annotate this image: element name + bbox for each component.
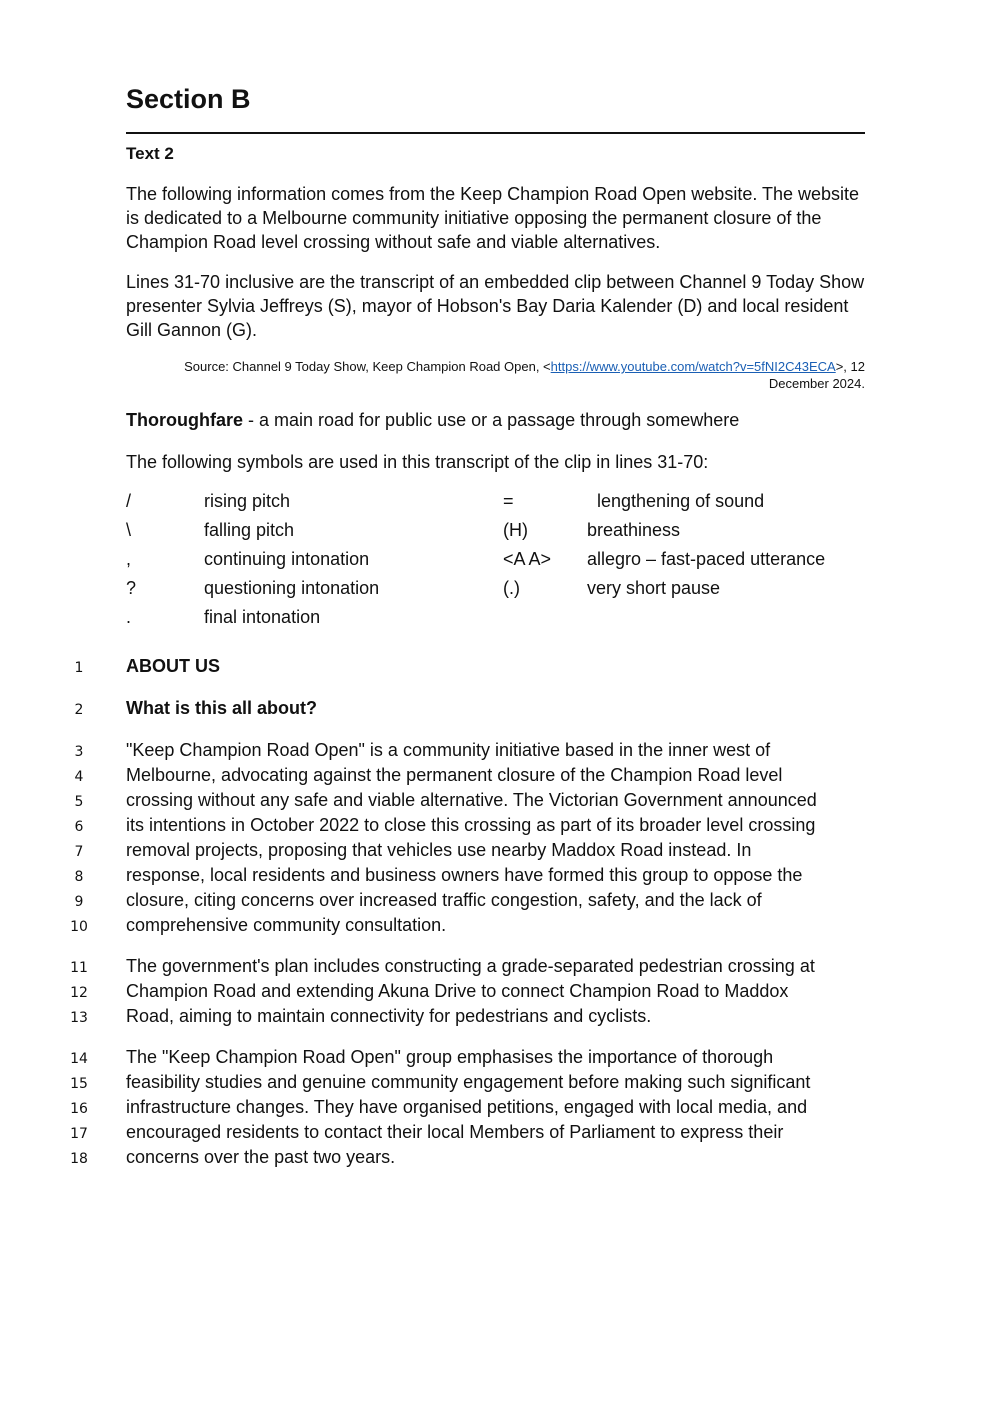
symbol-meaning: allegro – fast-paced utterance xyxy=(587,549,826,569)
line-number: 6 xyxy=(74,819,84,835)
line-number: 13 xyxy=(70,1010,88,1026)
line-number: 8 xyxy=(74,869,84,885)
symbol-key: = xyxy=(503,491,514,511)
source-suffix: >, 12 December 2024. xyxy=(768,359,865,391)
line-number: 3 xyxy=(74,744,84,760)
text-label: Text 2 xyxy=(126,144,174,163)
glossary-entry xyxy=(126,410,739,431)
line-number: 14 xyxy=(70,1051,88,1067)
line-text: "Keep Champion Road Open" is a community initiative based in the inner west of xyxy=(126,740,771,760)
symbol-meaning: questioning intonation xyxy=(204,578,380,598)
symbol-meaning: very short pause xyxy=(587,578,721,598)
line-text: What is this all about? xyxy=(126,698,318,718)
line-text: infrastructure changes. They have organised petitions, engaged with local media, and xyxy=(126,1097,808,1117)
line-text: The government's plan includes constructing a grade-separated pedestrian crossing at xyxy=(126,956,815,976)
line-text: The "Keep Champion Road Open" group emphasises the importance of thorough xyxy=(126,1047,774,1067)
line-number: 1 xyxy=(74,660,84,676)
line-number: 12 xyxy=(70,985,88,1001)
symbol-meaning: falling pitch xyxy=(204,520,295,540)
symbol-key: . xyxy=(126,607,132,627)
symbol-key: , xyxy=(126,549,132,569)
line-number: 2 xyxy=(74,702,84,718)
line-number: 17 xyxy=(70,1126,88,1142)
intro-paragraph-2: Lines 31-70 inclusive are the transcript of an embedded clip between Channel 9 Today Show presenter Sylvia Jeffreys (S), mayor of Hobson's Bay Daria Kalender (D) and local resident Gill Gannon (G). xyxy=(126,272,865,340)
line-number: 5 xyxy=(74,794,84,810)
line-text: closure, citing concerns over increased traffic congestion, safety, and the lack of xyxy=(126,890,762,910)
line-text: crossing without any safe and viable alternative. The Victorian Government announced xyxy=(126,790,817,810)
line-text: Road, aiming to maintain connectivity for pedestrians and cyclists. xyxy=(126,1006,652,1026)
line-text: Melbourne, advocating against the permanent closure of the Champion Road level xyxy=(126,765,783,785)
section-divider xyxy=(126,132,865,134)
line-number: 15 xyxy=(70,1076,88,1092)
glossary-term: Thoroughfare xyxy=(126,410,243,430)
line-text: feasibility studies and genuine community engagement before making such significant xyxy=(126,1072,811,1092)
section-title: Section B xyxy=(126,84,251,114)
symbol-key: (H) xyxy=(503,520,528,540)
line-number: 18 xyxy=(70,1151,88,1167)
symbol-meaning: lengthening of sound xyxy=(597,491,765,511)
symbol-key: <A A> xyxy=(503,549,552,569)
line-text: ABOUT US xyxy=(126,656,220,676)
line-number: 4 xyxy=(74,769,84,785)
intro-paragraph-1: The following information comes from the Keep Champion Road Open website. The website is dedicated to a Melbourne community initiative opposing the permanent closure of the Champion Road level crossing without safe and viable alternatives. xyxy=(126,184,860,252)
glossary-definition: - a main road for public use or a passage through somewhere xyxy=(243,410,740,430)
line-text: comprehensive community consultation. xyxy=(126,915,447,935)
line-number: 10 xyxy=(70,919,88,935)
symbol-key: / xyxy=(126,491,132,511)
symbol-key: \ xyxy=(126,520,132,540)
line-text: removal projects, proposing that vehicles use nearby Maddox Road instead. In xyxy=(126,840,752,860)
line-number: 16 xyxy=(70,1101,88,1117)
symbols-intro: The following symbols are used in this transcript of the clip in lines 31-70: xyxy=(126,452,709,472)
line-text: encouraged residents to contact their local Members of Parliament to express their xyxy=(126,1122,784,1142)
symbol-key: (.) xyxy=(503,578,520,598)
line-number: 9 xyxy=(74,894,84,910)
line-text: response, local residents and business owners have formed this group to oppose the xyxy=(126,865,803,885)
line-text: its intentions in October 2022 to close this crossing as part of its broader level crossing xyxy=(126,815,816,835)
symbol-key: ? xyxy=(126,578,137,598)
symbol-meaning: rising pitch xyxy=(204,491,291,511)
source-link[interactable]: https://www.youtube.com/watch?v=5fNI2C43ECA xyxy=(550,359,836,374)
line-number: 11 xyxy=(70,960,88,976)
symbol-meaning: continuing intonation xyxy=(204,549,370,569)
line-text: Champion Road and extending Akuna Drive to connect Champion Road to Maddox xyxy=(126,981,789,1001)
line-text: concerns over the past two years. xyxy=(126,1147,396,1167)
source-citation xyxy=(126,358,865,392)
line-number: 7 xyxy=(74,844,84,860)
source-prefix: Source: Channel 9 Today Show, Keep Champion Road Open, < xyxy=(184,359,551,374)
symbol-meaning: breathiness xyxy=(587,520,681,540)
symbol-meaning: final intonation xyxy=(204,607,321,627)
